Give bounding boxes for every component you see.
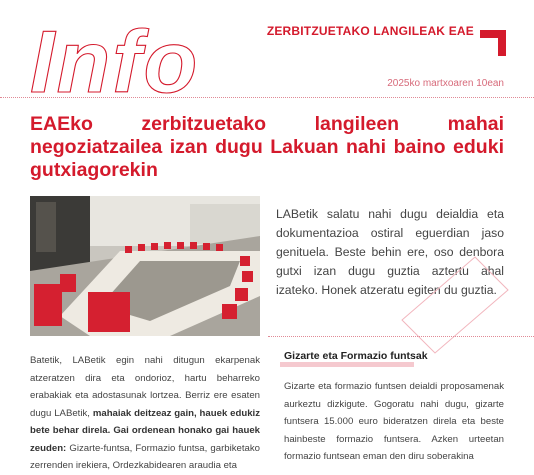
body-right-column: Gizarte eta formazio funtsen deialdi proposamenak aurkeztu dizkigute. Gogoratu nahi dugu, gizarte funtsera 15.000 euro bideratzen direla eta beste hainbeste formazio funtsera. Azken urteetan formazio funtsean eman den diru soberakina [284, 381, 504, 462]
meeting-room-photo [30, 196, 260, 336]
body-left-text-2: Gizarte-funtsa, Formazio funtsa, garbiketako zerrenden irekiera, Ordezkabidearen araudia eta [30, 442, 260, 471]
info-logo-text: Info [30, 12, 200, 111]
section-divider [268, 336, 534, 337]
corner-bracket-icon [480, 30, 506, 56]
body-left-bold: mahaiak deitzeaz gain, hauek edukiz bete behar direla. Gai ordenean honako gai hauek zeuden: [30, 407, 261, 454]
intro-paragraph: LABetik salatu nahi dugu deialdia eta dokumentazioa ostiral eguerdian jaso genituela. Beste behin ere, oso denbora gutxi izan dugu guztia aztertu ahal izateko. Honek atzeratu egiten du guztia. [276, 207, 504, 297]
subheading-highlight [280, 362, 414, 367]
issue-date: 2025ko martxoaren 10ean [387, 78, 504, 89]
org-name: ZERBITZUETAKO LANGILEAK EAE [266, 24, 474, 38]
diamond-decoration-icon [400, 255, 510, 355]
article-headline: EAEko zerbitzuetako langileen mahai negoziatzailea izan dugu Lakuan nahi baino eduki gutxiagorekin [30, 113, 504, 181]
body-left-column [30, 352, 260, 475]
body-left-text-1: Batetik, LABetik egin nahi ditugun ekarpenak atzeratzen dira eta ondorioz, hartu beharreko erabakiak eta adostasunak lortzea. Berriz ere esaten dugu LABetik, [30, 355, 260, 419]
header-divider [0, 97, 534, 98]
subheading: Gizarte eta Formazio funtsak [284, 350, 428, 362]
